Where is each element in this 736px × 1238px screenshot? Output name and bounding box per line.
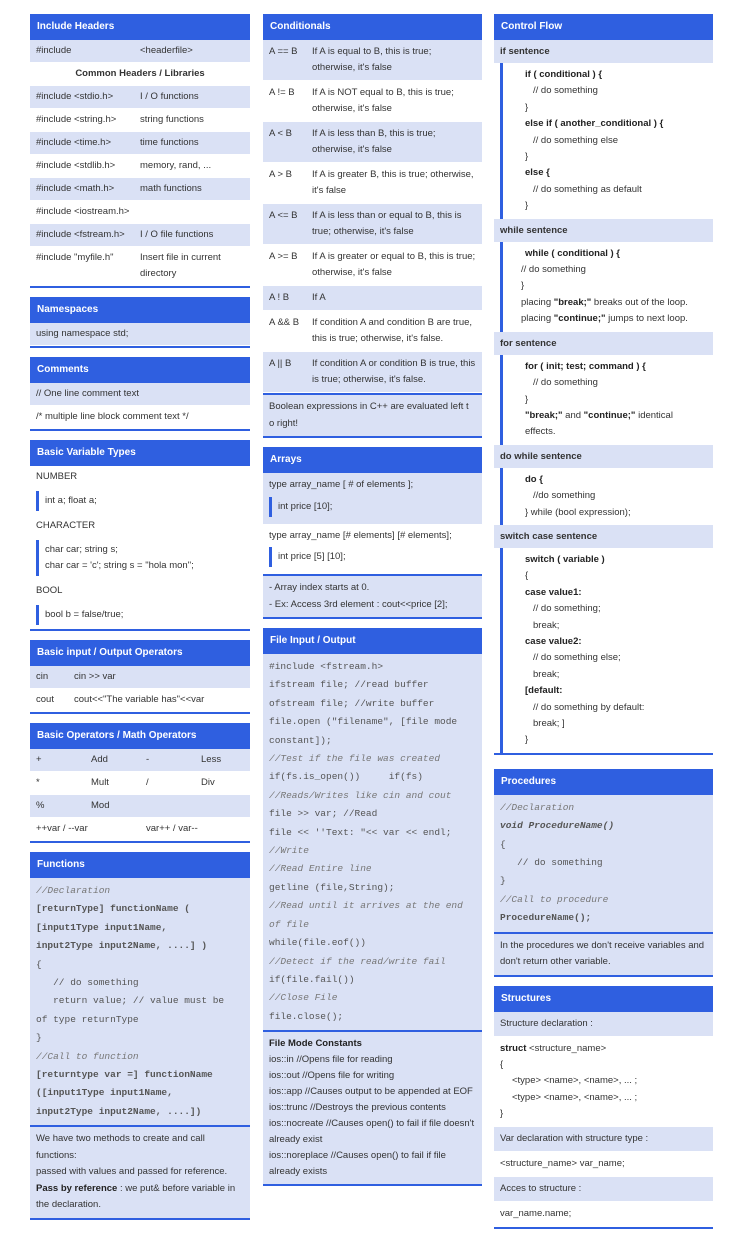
row-key: A || B [269,358,292,369]
row-key: A > B [269,169,292,180]
row-value: If A [312,292,326,303]
conditionals-card [263,14,482,438]
code-block [30,878,250,1125]
code-line: [returntype var =] functionName [36,1069,213,1081]
op-symbol: + [36,754,42,765]
variable-types-card [30,440,250,631]
array-syntax: type array_name [# elements] [# elements]; [269,529,452,541]
code-line: case value2: [525,635,582,647]
while-note [503,295,713,311]
code-line: of file [269,918,309,930]
array-2d [263,524,482,575]
control-flow-card [494,14,713,755]
section-title: switch case sentence [494,525,713,548]
code-line: //Test if the file was created [269,753,441,765]
code-line: <type> <name>, <name>, ... ; [512,1075,638,1087]
code-line: #include <fstream.h> [269,661,384,672]
array-example: int price [5] [10]; [269,547,476,567]
procedures-card [494,769,713,977]
code-line: file.open ("filename", [file mode [269,716,458,728]
card-title: Basic Variable Types [30,440,250,466]
code-line: //Reads/Writes like cin and cout [269,789,452,801]
code-line: } [525,393,529,405]
row-key: A && B [269,317,300,328]
code-line: //Call to function [36,1050,139,1062]
code-block [494,1037,713,1127]
code-block [500,242,713,332]
code-line: //do something [533,490,596,502]
row-value: cout<<"The variable has"<<var [74,694,205,705]
code-line: //Declaration [500,801,575,813]
struct-label: Acces to structure : [494,1177,713,1202]
note-line: - Array index starts at 0. [269,582,370,593]
op-symbol: / [146,777,149,788]
card-title: Functions [30,852,250,878]
code-line: //Declaration [36,885,111,896]
code-line: //Read Entire line [269,863,372,875]
row-key: #include <iostream.h> [36,206,130,217]
card-title: Conditionals [263,14,482,40]
while-note [503,311,713,327]
card-title: Structures [494,986,713,1012]
code-line: int a; float a; [36,491,250,511]
code-line: struct <structure_name> [500,1042,607,1054]
row-key: A != B [269,87,295,98]
code-block [500,548,713,753]
include-headers-card [30,14,250,288]
code-line: bool b = false/true; [36,605,250,625]
file-io-card [263,628,482,1186]
code-line: input2Type input2Name, ....] ) [36,940,208,952]
code-line: break; [533,619,560,631]
type-label: CHARACTER [30,515,250,538]
row-key: cout [36,694,54,705]
code-line: { [500,838,506,850]
code-line: char car; string s; [45,544,118,555]
table-row [30,86,250,109]
row-value: If A is less than B, this is true; otherwise, it's false [312,128,436,155]
code-line: return value; // value must be [36,995,225,1007]
op-name: Mult [91,777,109,788]
arrays-card [263,447,482,619]
code-line: if(fs.is_open()) if(fs) [269,771,423,783]
note-keyword: "break;" [525,409,563,421]
code-line: [input1Type input1Name, [36,921,168,933]
code-line: while ( conditional ) { [525,247,620,259]
code-line: // do something as default [533,183,642,195]
code-line: //Write [269,845,309,857]
struct-label: Structure declaration : [494,1012,713,1037]
table-row [30,224,250,247]
card-title: Procedures [494,769,713,795]
row-value: If A is greater or equal to B, this is true; otherwise, it's false [312,251,476,278]
namespaces-card [30,297,250,348]
structures-card [494,986,713,1229]
row-key: A >= B [269,251,298,262]
op-symbol: - [146,754,150,765]
modes-title: File Mode Constants [269,1038,362,1050]
note-text: and [562,409,584,421]
code-line: // do something [500,857,603,869]
struct-label: Var declaration with structure type : [494,1127,713,1152]
row-value: memory, rand, ... [140,160,212,171]
file-modes [263,1030,482,1184]
code-line: } [525,200,529,212]
column-3 [494,14,713,1238]
array-example: int price [10]; [269,497,476,517]
op-symbol: % [36,800,45,811]
note-text: placing [521,296,554,308]
table-row [263,204,482,245]
conditionals-note: Boolean expressions in C++ are evaluated left t o right! [263,393,482,436]
op-name: Add [91,754,108,765]
table-row [30,818,250,841]
code-block [36,540,250,576]
card-title: Arrays [263,447,482,473]
code-line: while(file.eof()) [269,937,366,949]
mode-line: ios::trunc //Destroys the previous contents [269,1102,446,1114]
note-keyword: "continue;" [553,313,606,325]
row-key: #include <stdlib.h> [36,160,116,171]
row-value: If A is equal to B, this is true; otherwise, it's false [312,46,432,73]
row-key: A < B [269,128,292,139]
row-key: #include <time.h> [36,137,111,148]
code-line: ProcedureName(); [500,912,592,924]
code-line: // do something by default: [533,701,645,713]
row-value: If A is less than or equal to B, this is true; otherwise, it's false [312,210,462,237]
note-line: - Ex: Access 3rd element : cout<<price [2]; [269,598,448,610]
op-symbol: var++ / var-- [146,823,198,834]
card-title: Control Flow [494,14,713,40]
comment-line: /* multiple line block comment text */ [30,406,250,429]
code-line: //Call to procedure [500,893,609,905]
card-title: Comments [30,357,250,383]
code-line: file.close(); [269,1010,344,1022]
mode-line: ios::noreplace //Causes open() to fail if file already exists [269,1150,446,1178]
code-line: ifstream file; //read buffer [269,679,429,691]
code-line: break; [533,668,560,680]
table-row [263,245,482,286]
row-key: #include <fstream.h> [36,229,125,240]
code-line: break; ] [533,718,565,729]
table-row [30,689,250,712]
comments-card [30,357,250,431]
operators-card [30,723,250,843]
card-title: Basic input / Output Operators [30,640,250,666]
code-line: // do something [533,377,598,389]
code-block [263,654,482,1030]
code-line: // do something else; [533,652,621,664]
row-value: If condition A and condition B are true, this is true; otherwise, it's false. [312,317,473,344]
code-line: } [525,101,529,113]
row-key: A ! B [269,292,290,303]
op-name: Mod [91,800,110,811]
code-line: } [521,280,525,292]
note-line [36,1181,244,1214]
row-key: A <= B [269,210,298,221]
code-line: file >> var; //Read [269,808,378,820]
for-note [503,408,713,441]
table-row [30,40,250,63]
code-line: void ProcedureName() [500,820,615,832]
row-key: A == B [269,46,298,57]
section-title: while sentence [494,219,713,242]
code-line: } [36,1032,42,1044]
functions-note [30,1125,250,1218]
row-value: If condition A or condition B is true, this is true; otherwise, it's false. [312,358,476,385]
mode-line: ios::app //Causes output to be appended at EOF [269,1086,473,1098]
code-line: ([input1Type input1Name, [36,1087,173,1099]
code-line: getline (file,String); [269,881,395,893]
code-line: } [500,875,506,887]
code-line: else if ( another_conditional ) { [525,118,664,130]
code-line: constant]); [269,734,332,746]
code-line: <structure_name> var_name; [494,1152,713,1177]
io-operators-card [30,640,250,714]
table-row [263,311,482,352]
table-row [30,178,250,201]
code-line: for ( init; test; command ) { [525,360,646,372]
note-text: placing [521,313,554,325]
row-key: #include <math.h> [36,183,115,194]
section-title: do while sentence [494,445,713,468]
table-row [263,352,482,393]
code-block [500,468,713,525]
code-line: [default: [525,685,563,697]
row-key: #include [36,45,72,56]
code-block [500,355,713,445]
functions-card [30,852,250,1220]
code-line: } while (bool expression); [525,506,631,518]
note-bold: Pass by reference [36,1182,118,1194]
note-keyword: "continue;" [583,409,636,421]
code-line: if(file.fail()) [269,973,355,985]
code-line: else { [525,167,550,179]
code-line: file << ''Text: "<< var << endl; [269,826,452,838]
mode-line: ios::nocreate //Causes open() to fail if file doesn't already exist [269,1118,475,1146]
struct-name-text: <structure_name> [529,1042,607,1054]
note-line: We have two methods to create and call functions: [36,1133,205,1161]
code-line: //Read until it arrives at the end [269,900,463,912]
code-line: [returnType] functionName ( [36,903,190,915]
mode-line: ios::out //Opens file for writing [269,1070,395,1082]
column-1 [30,14,250,1229]
code-line: switch ( variable ) [525,553,605,565]
card-title: Namespaces [30,297,250,323]
code-line: // do something [533,85,598,97]
table-row [30,201,250,224]
row-value: If A is greater B, this is true; otherwise, it's false [312,169,474,196]
row-value: I / O file functions [140,229,214,240]
arrays-note [263,574,482,617]
column-2 [263,14,482,1195]
section-title: for sentence [494,332,713,355]
table-row [263,40,482,81]
card-title: Include Headers [30,14,250,40]
code-line: { [525,570,529,582]
code-line: // do something; [533,603,601,615]
table-row [263,286,482,311]
note-text: jumps to next loop. [605,313,688,325]
code-line: //Detect if the read/write fail [269,955,446,967]
code-line: <type> <name>, <name>, ... ; [512,1091,638,1103]
note-text: identical effects. [525,409,673,438]
note-text: : we put& before variable in the declaration. [36,1182,236,1211]
code-line: // do something else [533,134,619,146]
code-line: //Close File [269,992,338,1004]
op-name: Less [201,754,222,765]
row-value: math functions [140,183,202,194]
op-symbol: * [36,777,40,788]
note-line: passed with values and passed for reference. [36,1166,228,1178]
table-row [30,132,250,155]
subheading: Common Headers / Libraries [30,63,250,86]
mode-line: ios::in //Opens file for reading [269,1054,393,1066]
table-row [263,122,482,163]
array-syntax: type array_name [ # of elements ]; [269,479,414,490]
type-label: BOOL [30,580,250,603]
code-block [500,63,713,219]
code-block [494,795,713,932]
code-line: ofstream file; //write buffer [269,697,435,709]
table-row [263,81,482,122]
note-keyword: "break;" [553,296,592,308]
code-line: } [500,1108,504,1120]
comment-line: // One line comment text [30,383,250,406]
code-line: char car = 'c'; string s = "hola mon"; [45,560,194,571]
card-title: File Input / Output [263,628,482,654]
code-line: of type returnType [36,1013,139,1025]
section-title: if sentence [494,40,713,63]
code-line: var_name.name; [494,1202,713,1227]
row-key: #include "myfile.h" [36,252,114,263]
code-line: { [500,1059,504,1071]
code-line: // do something [521,264,586,276]
code-line: // do something [36,977,139,989]
row-value: string functions [140,114,204,125]
type-label: NUMBER [30,466,250,489]
code-line: case value1: [525,586,582,598]
table-row [30,666,250,689]
op-name: Div [201,777,215,788]
row-key: #include <string.h> [36,114,117,125]
procedures-note: In the procedures we don't receive variables and don't return other variable. [494,932,713,975]
table-row [30,795,250,818]
row-value: <headerfile> [140,45,193,56]
table-row [30,155,250,178]
table-row [30,109,250,132]
code-line: if ( conditional ) { [525,69,603,80]
code-line: input2Type input2Name, ....]) [36,1105,202,1117]
row-key: #include <stdio.h> [36,91,114,102]
row-value: cin >> var [74,671,116,682]
code-line: } [525,151,529,163]
table-row [30,772,250,795]
op-symbol: ++var / --var [36,823,88,834]
row-value: I / O functions [140,91,199,102]
row-value: time functions [140,137,199,148]
code-line: { [36,958,42,970]
code-line: do { [525,473,543,485]
table-row [30,749,250,772]
code-line: } [525,734,529,746]
array-1d [263,473,482,524]
namespace-line: using namespace std; [30,323,250,346]
row-value: Insert file in current directory [140,252,221,279]
note-text: breaks out of the loop. [591,296,688,308]
table-row [30,247,250,286]
row-key: cin [36,671,49,682]
card-title: Basic Operators / Math Operators [30,723,250,749]
row-value: If A is NOT equal to B, this is true; otherwise, it's false [312,87,454,114]
table-row [263,163,482,204]
